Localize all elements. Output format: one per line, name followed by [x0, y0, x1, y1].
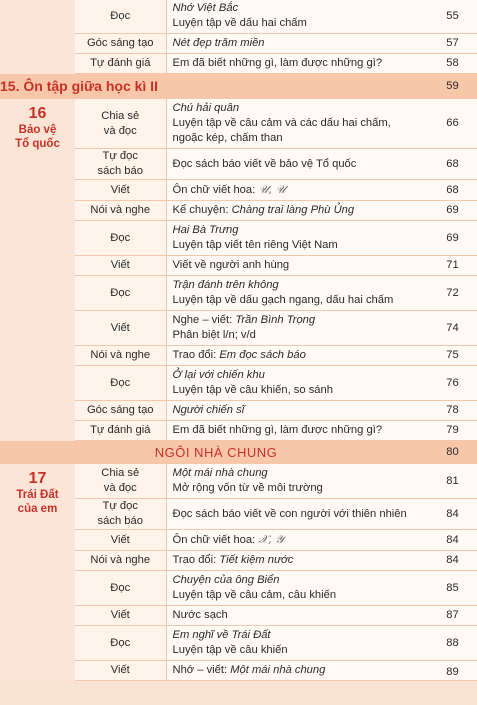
lesson-detail: Viết về người anh hùng	[172, 259, 290, 271]
lesson-detail: ngoặc kép, chấm than	[172, 132, 283, 144]
page-number: 66	[432, 99, 477, 149]
lesson-description	[166, 606, 432, 626]
lesson-description	[166, 366, 432, 401]
page-number: 68	[432, 149, 477, 180]
activity-label: Góc sáng tạo	[75, 401, 166, 421]
lesson-description	[166, 34, 432, 54]
lesson-description	[166, 346, 432, 366]
activity-label: Đọc	[75, 626, 166, 661]
activity-label	[75, 149, 166, 180]
lesson-title: Nét đẹp trăm miền	[172, 37, 265, 49]
activity-label: Tự đánh giá	[75, 421, 166, 441]
activity-label: Đọc	[75, 276, 166, 311]
lesson-description	[166, 464, 432, 499]
lesson-prefix: Kể chuyện:	[172, 204, 229, 216]
unit-title: Ôn tập giữa học kì II	[23, 77, 158, 94]
activity-label-line: Tự đọc	[102, 150, 138, 162]
unit-number: 17	[28, 470, 47, 487]
lesson-title: Em đọc sách báo	[219, 349, 306, 361]
lesson-detail: Luyện tập về câu khiến	[172, 644, 288, 656]
lesson-description	[166, 256, 432, 276]
lesson-title: Người chiến sĩ	[172, 404, 245, 416]
page-number: 88	[432, 626, 477, 661]
lesson-detail: Phân biệt l/n; v/d	[172, 329, 256, 341]
page-number: 84	[432, 499, 477, 530]
activity-label: Tự đánh giá	[75, 54, 166, 74]
page-number: 84	[432, 551, 477, 571]
page-number: 75	[432, 346, 477, 366]
lesson-description	[166, 54, 432, 74]
lesson-detail: Đọc sách báo viết về con người với thiên nhiên	[172, 507, 407, 520]
page-number: 78	[432, 401, 477, 421]
page-number: 71	[432, 256, 477, 276]
lesson-description	[166, 571, 432, 606]
lesson-title: Chú hải quân	[172, 102, 240, 114]
lesson-detail: Nước sạch	[172, 609, 228, 621]
lesson-description	[166, 0, 432, 34]
activity-label: Viết	[75, 180, 166, 201]
unit-number: 15.	[0, 77, 20, 94]
lesson-description	[166, 551, 432, 571]
activity-label-line: và đọc	[103, 124, 137, 137]
lesson-prefix: Trao đổi:	[172, 349, 217, 361]
lesson-prefix: Nghe – viết:	[172, 314, 233, 326]
table-row	[0, 0, 477, 34]
activity-label: Viết	[75, 606, 166, 626]
lesson-prefix: Ôn chữ viết hoa:	[172, 534, 256, 546]
page-number: 68	[432, 180, 477, 201]
lesson-description	[166, 201, 432, 221]
activity-label: Viết	[75, 661, 166, 681]
lesson-detail: Luyện tập về dấu gạch ngang, dấu hai chấm	[172, 294, 394, 306]
page-number: 58	[432, 54, 477, 74]
page-number: 89	[432, 661, 477, 681]
activity-label: Viết	[75, 256, 166, 276]
lesson-description	[166, 149, 432, 180]
activity-label-line: Chia sẻ	[101, 109, 140, 122]
unit-name-line: Trái Đất	[16, 489, 59, 501]
activity-label: Viết	[75, 311, 166, 346]
lesson-description	[166, 499, 432, 530]
lesson-detail: Em đã biết những gì, làm được những gì?	[172, 57, 383, 69]
lesson-detail: Em đã biết những gì, làm được những gì?	[172, 424, 383, 436]
lesson-heading	[173, 313, 427, 328]
activity-label	[75, 464, 166, 499]
section-title: NGÔI NHÀ CHUNG	[0, 441, 432, 464]
lesson-title: Chàng trai làng Phù Ủng	[231, 204, 355, 216]
page-number: 74	[432, 311, 477, 346]
activity-label-line: sách báo	[97, 515, 143, 527]
lesson-title: Trận đánh trên không	[172, 279, 279, 291]
lesson-title: Chuyện của ông Biển	[172, 574, 280, 586]
table-row	[0, 464, 477, 499]
lesson-description	[166, 180, 432, 201]
lesson-description	[166, 661, 432, 681]
lesson-title: Tiết kiệm nước	[219, 554, 294, 566]
lesson-description	[166, 276, 432, 311]
unit-number: 16	[28, 105, 47, 122]
activity-label: Đọc	[75, 571, 166, 606]
activity-label: Nói và nghe	[75, 346, 166, 366]
unit-name-line: Tổ quốc	[15, 138, 60, 150]
lesson-detail: Luyện tập về câu cảm, câu khiến	[172, 589, 337, 601]
activity-label	[75, 499, 166, 530]
page-number: 79	[432, 421, 477, 441]
lesson-title: Một mái nhà chung	[230, 664, 326, 676]
page-number: 55	[432, 0, 477, 34]
lesson-detail: Luyện tập về câu cảm và các dấu hai chấm,	[172, 117, 391, 129]
page-number: 69	[432, 221, 477, 256]
activity-label: Góc sáng tạo	[75, 34, 166, 54]
page-number: 80	[432, 441, 477, 464]
cursive-letters: 𝒰, 𝒰	[258, 183, 286, 196]
page-number: 76	[432, 366, 477, 401]
activity-label: Đọc	[75, 366, 166, 401]
page-number: 85	[432, 571, 477, 606]
activity-label: Viết	[75, 530, 166, 551]
unit-cell-17	[0, 464, 75, 681]
unit-cell-continued	[0, 0, 75, 74]
activity-label: Nói và nghe	[75, 201, 166, 221]
cursive-letters: 𝒳, 𝒴	[258, 533, 284, 546]
page-number: 81	[432, 464, 477, 499]
unit-name-line: Bảo vệ	[18, 124, 57, 136]
unit-cell-16	[0, 99, 75, 441]
activity-label	[75, 99, 166, 149]
lesson-detail: Luyện tập viết tên riêng Việt Nam	[172, 239, 338, 251]
lesson-title: Em nghĩ về Trái Đất	[172, 629, 271, 641]
lesson-description	[166, 401, 432, 421]
lesson-prefix: Trao đổi:	[172, 554, 217, 566]
lesson-description	[166, 626, 432, 661]
activity-label: Đọc	[75, 0, 166, 34]
unit-name-line: của em	[17, 503, 58, 515]
page-number: 72	[432, 276, 477, 311]
activity-label-line: và đọc	[103, 482, 137, 494]
lesson-title: Trần Bình Trọng	[235, 314, 316, 326]
unit-band-15	[0, 74, 477, 99]
page-number: 84	[432, 530, 477, 551]
unit-band-title	[0, 74, 432, 99]
lesson-description	[166, 311, 432, 346]
lesson-description	[166, 99, 432, 149]
page-number: 59	[432, 74, 477, 99]
lesson-description	[166, 421, 432, 441]
lesson-detail: Đọc sách báo viết về bảo vệ Tổ quốc	[172, 157, 357, 170]
lesson-title: Một mái nhà chung	[172, 467, 268, 479]
lesson-prefix: Nhớ – viết:	[172, 664, 228, 676]
activity-label-line: Chia sẻ	[101, 467, 140, 479]
page-number: 57	[432, 34, 477, 54]
activity-label: Đọc	[75, 221, 166, 256]
lesson-prefix: Ôn chữ viết hoa:	[172, 184, 256, 196]
activity-label: Nói và nghe	[75, 551, 166, 571]
activity-label-line: sách báo	[97, 165, 143, 177]
activity-label-line: Tự đọc	[102, 500, 138, 512]
lesson-description	[166, 530, 432, 551]
lesson-title: Ở lại với chiến khu	[172, 369, 265, 381]
lesson-detail: Mở rộng vốn từ về môi trường	[172, 482, 323, 494]
section-band	[0, 441, 477, 464]
page-number: 69	[432, 201, 477, 221]
table-row	[0, 99, 477, 149]
lesson-detail: Luyện tập về dấu hai chấm	[172, 17, 307, 29]
lesson-detail: Luyện tập về câu khiến, so sánh	[172, 384, 333, 396]
lesson-title: Nhớ Việt Bắc	[172, 2, 239, 14]
lesson-description	[166, 221, 432, 256]
page-number: 87	[432, 606, 477, 626]
lesson-title: Hai Bà Trưng	[172, 224, 239, 236]
